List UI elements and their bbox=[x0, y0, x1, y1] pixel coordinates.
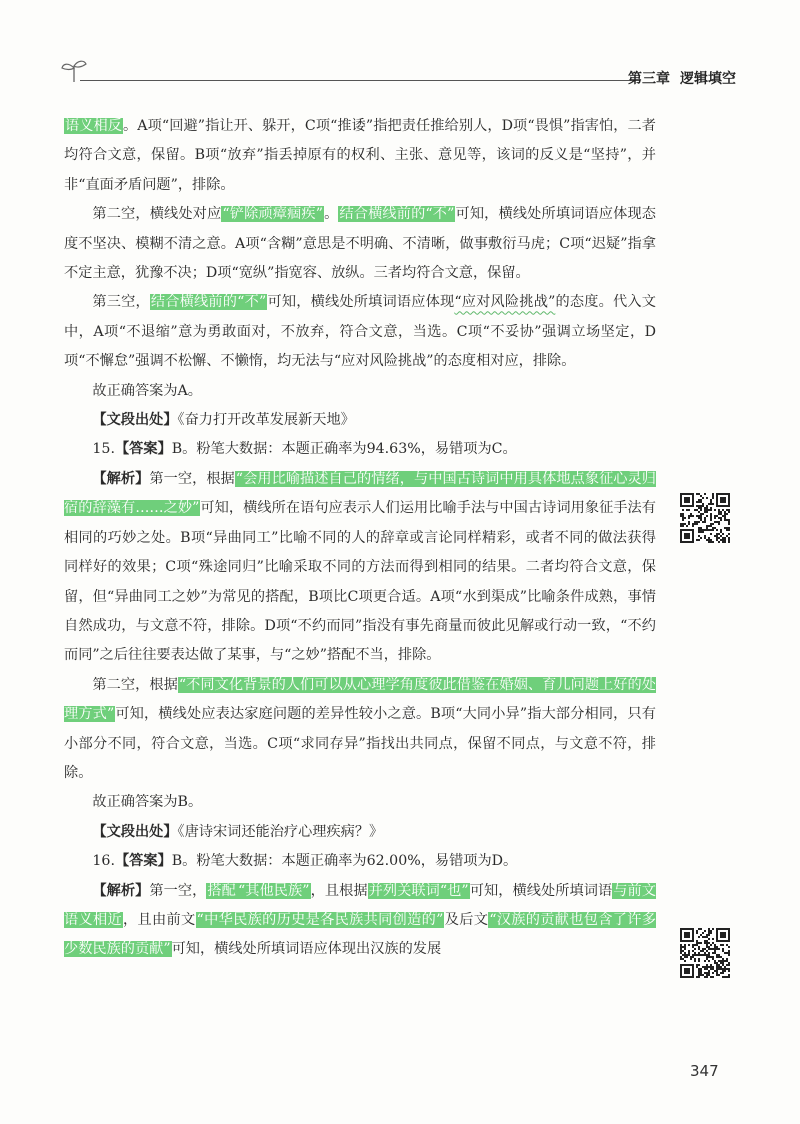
highlighted-text: 语义相反 bbox=[65, 118, 123, 134]
paragraph bbox=[64, 288, 656, 376]
text-run: 可知，横线处所填词语应体现出汉族的发展 bbox=[171, 941, 442, 958]
highlighted-text: “铲除顽瘴痼疾” bbox=[222, 206, 323, 223]
section-tag: 【答案】 bbox=[114, 853, 172, 870]
text-run: 的态度。代入文中，A项“不退缩”意为勇敢面对，不放弃，符合文意，当选。C项“不妥协”强调立场坚定，D项“不懈怠”强调不松懈、不懒惰，均无法与“应对风险挑战”的态度相对应，排除。 bbox=[64, 294, 656, 370]
text-run: 故正确答案为B。 bbox=[92, 794, 203, 811]
text-run: 第一空，根据 bbox=[149, 470, 235, 487]
page-number: 347 bbox=[690, 1062, 719, 1080]
qr-code-icon[interactable] bbox=[680, 928, 730, 978]
highlighted-text: 与前文语义相近 bbox=[64, 882, 656, 928]
paragraph bbox=[64, 112, 656, 200]
paragraph bbox=[64, 877, 656, 965]
text-run: 第二空，横线处对应 bbox=[92, 206, 222, 223]
text-run: ，且由前文 bbox=[123, 911, 196, 928]
page-header bbox=[60, 58, 736, 98]
highlighted-text: “不同文化背景的人们可以从心理学角度彼此借鉴在婚姻、育儿问题上好的处理方式” bbox=[64, 676, 656, 723]
highlighted-text: 结合横线前的“不” bbox=[339, 206, 455, 223]
answer-explanation bbox=[64, 112, 656, 965]
text-run: 故正确答案为A。 bbox=[92, 382, 202, 399]
text-run: 15. bbox=[92, 441, 115, 458]
highlighted-text: “汉族的贡献也包含了许多少数民族的贡献” bbox=[64, 911, 656, 958]
text-run: B。粉笔大数据：本题正确率为94.63%，易错项为C。 bbox=[171, 441, 517, 458]
text-run: 第二空，根据 bbox=[92, 676, 178, 693]
text-run: 《唐诗宋词还能治疗心理疾病？》 bbox=[177, 823, 384, 840]
qr-code-icon[interactable] bbox=[680, 493, 730, 543]
highlighted-text: 结合横线前的“不” bbox=[150, 294, 267, 311]
chapter-number: 第三章 bbox=[628, 71, 670, 87]
text-run: 可知，横线处所填词语应体现 bbox=[267, 294, 455, 311]
highlighted-text: “会用比喻描述自己的情绪，与中国古诗词中用具体地点象征心灵归宿的辞藻有……之妙” bbox=[64, 470, 656, 517]
text-run: 。 bbox=[323, 206, 339, 223]
chapter-name: 逻辑填空 bbox=[680, 71, 736, 87]
section-tag: 【答案】 bbox=[114, 441, 172, 458]
chapter-title bbox=[618, 68, 736, 88]
paragraph bbox=[64, 435, 656, 464]
paragraph bbox=[64, 406, 656, 435]
text-run: 第三空， bbox=[92, 294, 150, 311]
text-run: 《奋力打开改革发展新天地》 bbox=[177, 412, 355, 429]
paragraph bbox=[64, 465, 656, 671]
highlighted-text: “其他民族” bbox=[237, 882, 310, 899]
underlined-text: “应对风险挑战” bbox=[454, 294, 556, 311]
section-tag: 【文段出处】 bbox=[92, 823, 178, 840]
text-run: 可知，横线处应表达家庭问题的差异性较小之意。B项“大同小异”指大部分相同，只有小部分不同，符合文意，当选。C项“求同存异”指找出共同点，保留不同点，与文意不符，排除。 bbox=[64, 706, 656, 781]
text-run: 可知，横线处所填词语 bbox=[469, 882, 613, 899]
header-rule bbox=[80, 80, 640, 81]
section-tag: 【解析】 bbox=[92, 882, 150, 899]
text-run: 可知，横线所在语句应表示人们运用比喻手法与中国古诗词用象征手法有相同的巧妙之处。B项“异曲同工”比喻不同的人的辞章或言论同样精彩，或者不同的做法获得同样好的效果；C项“殊途同归”比喻采取不同的方法而得到相同的结果。二者均符合文意，保留，但“异曲同工之妙”为常见的搭配，B项比C项更合适。A项“水到渠成”比喻条件成熟，事情自然成功，与文意不符，排除。D项“不约而同”指没有事先商量而彼此见解或行动一致，“不约而同”之后往往要表达做了某事，与“之妙”搭配不当，排除。 bbox=[64, 500, 656, 664]
paragraph bbox=[64, 847, 656, 876]
section-tag: 【解析】 bbox=[92, 470, 150, 487]
text-run: 。A项“回避”指让开、躲开，C项“推诿”指把责任推给别人，D项“畏惧”指害怕，二者均符合文意，保留。B项“放弃”指丢掉原有的权利、主张、意见等，该词的反义是“坚持”，并非“直面矛盾问题”，排除。 bbox=[64, 118, 656, 193]
section-tag: 【文段出处】 bbox=[92, 412, 178, 429]
highlighted-text: “中华民族的历史是各民族共同创造的” bbox=[196, 911, 444, 928]
text-run: 第一空， bbox=[149, 882, 207, 899]
paragraph bbox=[64, 377, 656, 406]
paragraph bbox=[64, 788, 656, 817]
paragraph bbox=[64, 671, 656, 789]
highlighted-text: 搭配 bbox=[207, 882, 236, 899]
text-run: ，且根据 bbox=[310, 882, 368, 899]
paragraph bbox=[64, 200, 656, 288]
text-run: 及后文 bbox=[444, 911, 489, 928]
text-run: 可知，横线处所填词语应体现态度不坚决、模糊不清之意。A项“含糊”意思是不明确、不清晰，做事敷衍马虎；C项“迟疑”指拿不定主意，犹豫不决；D项“宽纵”指宽容、放纵。三者均符合文意，保留。 bbox=[64, 206, 656, 282]
highlighted-text: 并列关联词“也” bbox=[368, 882, 469, 899]
text-run: B。粉笔大数据：本题正确率为62.00%，易错项为D。 bbox=[171, 853, 518, 870]
paragraph bbox=[64, 818, 656, 847]
text-run: 16. bbox=[92, 853, 115, 870]
